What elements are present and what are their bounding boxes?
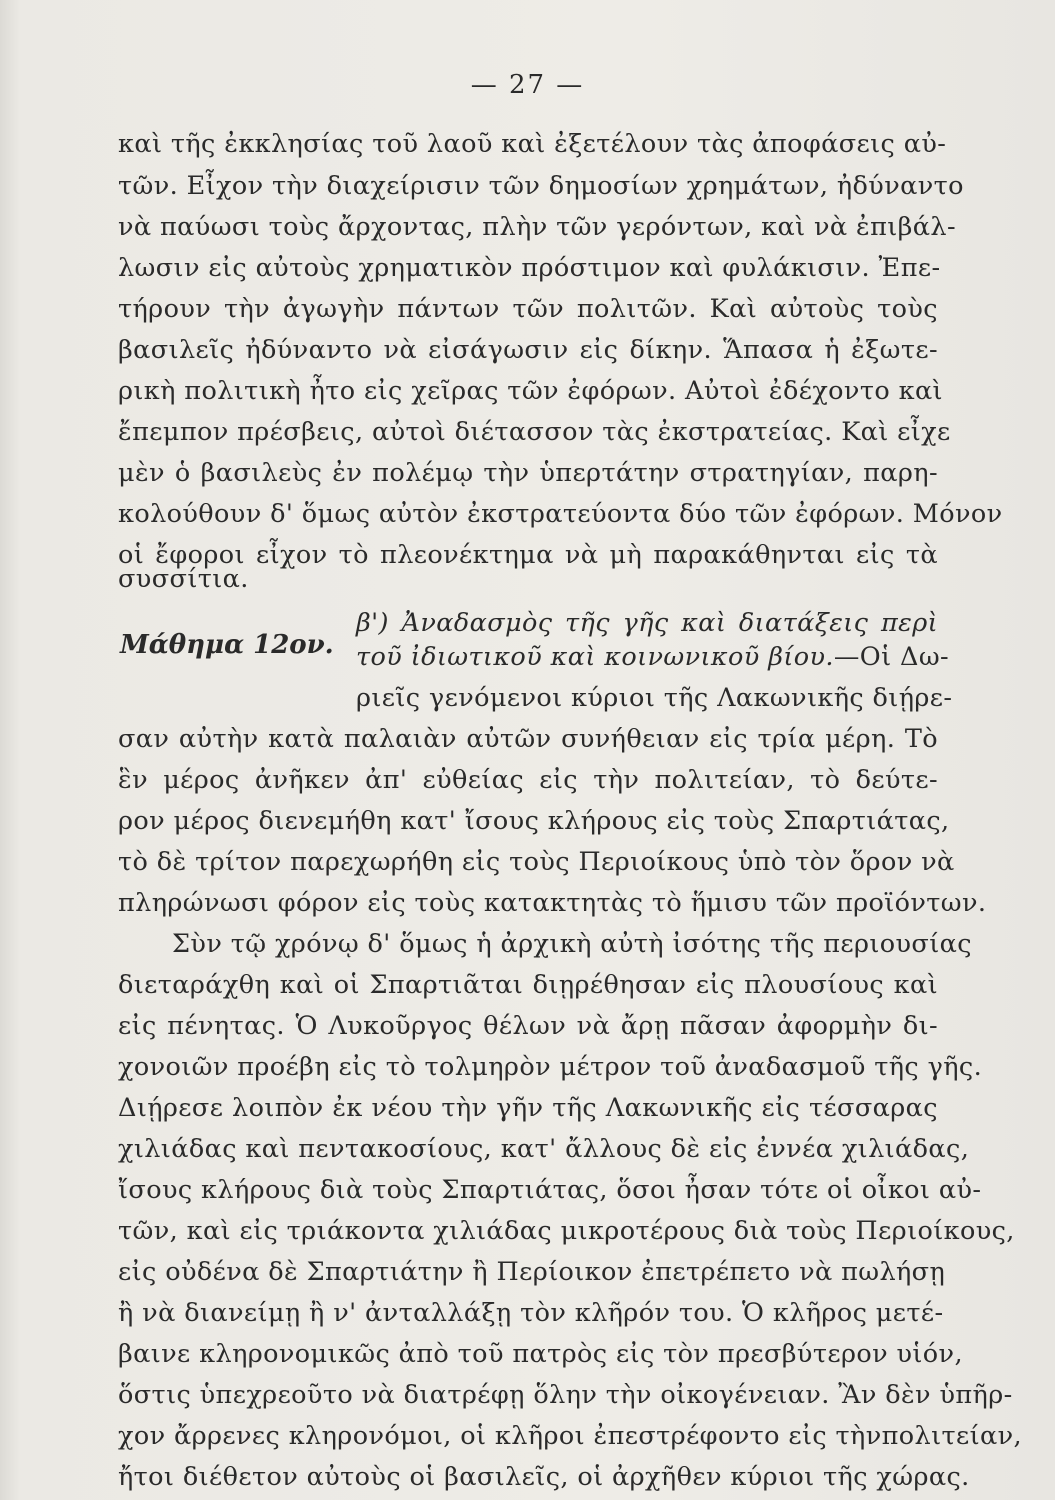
text-line: κολούθουν δ' ὅμως αὐτὸν ἐκστρατεύοντα δύο τῶν ἐφόρων. Μόνον (118, 499, 1003, 529)
text-line: εἰς πένητας. Ὁ Λυκοῦργος θέλων νὰ ἄρῃ πᾶσαν ἀφορμὴν δι- (118, 1011, 938, 1041)
text-line: χον ἄρρενες κληρονόμοι, οἱ κλῆροι ἐπεστρέφοντο εἰς τὴνπολιτείαν, (118, 1421, 1023, 1451)
text-line: ἤτοι διέθετον αὐτοὺς οἱ βασιλεῖς, οἱ ἀρχῆθεν κύριοι τῆς χώρας. (118, 1462, 970, 1492)
text-line: βασιλεῖς ἠδύναντο νὰ εἰσάγωσιν εἰς δίκην. Ἅπασα ἡ ἐξωτε- (118, 335, 938, 365)
text-line: καὶ τῆς ἐκκλησίας τοῦ λαοῦ καὶ ἐξετέλουν τὰς ἀποφάσεις αὐ- (118, 129, 947, 159)
section-title: β') Ἀναδασμὸς τῆς γῆς καὶ διατάξεις περὶ (356, 608, 938, 638)
text-line: τήρουν τὴν ἀγωγὴν πάντων τῶν πολιτῶν. Καὶ αὐτοὺς τοὺς (118, 294, 938, 324)
text-line: Διῄρεσε λοιπὸν ἐκ νέου τὴν γῆν τῆς Λακωνικῆς εἰς τέσσαρας (118, 1093, 938, 1123)
text-line: ἢ νὰ διανείμῃ ἢ ν' ἀνταλλάξῃ τὸν κλῆρόν του. Ὁ κλῆρος μετέ- (118, 1298, 944, 1328)
text-line: συσσίτια. (118, 564, 249, 594)
text-line: ρον μέρος διενεμήθη κατ' ἴσους κλήρους εἰς τοὺς Σπαρτιάτας, (118, 806, 950, 836)
text-line: ἔπεμπον πρέσβεις, αὐτοὶ διέτασσον τὰς ἐκστρατείας. Καὶ εἶχε (118, 417, 951, 447)
text-line: χιλιάδας καὶ πεντακοσίους, κατ' ἄλλους δὲ εἰς ἐννέα χιλιάδας, (118, 1134, 970, 1164)
text-line: τῶν. Εἶχον τὴν διαχείρισιν τῶν δημοσίων χρημάτων, ἠδύναντο (118, 171, 964, 201)
text-line: ρικὴ πολιτικὴ ἦτο εἰς χεῖρας τῶν ἐφόρων. Αὐτοὶ ἐδέχοντο καὶ (118, 376, 943, 406)
page-number: — 27 — (470, 70, 585, 100)
section-title-continued: τοῦ ἰδιωτικοῦ καὶ κοινωνικοῦ βίου. (356, 642, 834, 672)
text-line: πληρώνωσι φόρον εἰς τοὺς κατακτητὰς τὸ ἥμισυ τῶν προϊόντων. (118, 888, 987, 918)
text-line: λωσιν εἰς αὐτοὺς χρηματικὸν πρόστιμον καὶ φυλάκισιν. Ἐπε- (118, 253, 941, 283)
text-line: τῶν, καὶ εἰς τριάκοντα χιλιάδας μικροτέρους διὰ τοὺς Περιοίκους, (118, 1216, 1015, 1246)
text-line: οἱ ἔφοροι εἶχον τὸ πλεονέκτημα νὰ μὴ παρακάθηνται εἰς τὰ (118, 540, 938, 570)
text-line: μὲν ὁ βασιλεὺς ἐν πολέμῳ τὴν ὑπερτάτην στρατηγίαν, παρη- (118, 458, 938, 488)
text-line: ριεῖς γενόμενοι κύριοι τῆς Λακωνικῆς διῄρε- (356, 683, 953, 713)
text-line: ἴσους κλήρους διὰ τοὺς Σπαρτιάτας, ὅσοι ἦσαν τότε οἱ οἶκοι αὐ- (118, 1175, 982, 1205)
section-title-line2 (356, 637, 950, 677)
text-line: ὅστις ὑπεχρεοῦτο νὰ διατρέφῃ ὅλην τὴν οἰκογένειαν. Ἂν δὲν ὑπῆρ- (118, 1380, 1013, 1410)
text-line: χονοιῶν προέβη εἰς τὸ τολμηρὸν μέτρον τοῦ ἀναδασμοῦ τῆς γῆς. (118, 1052, 983, 1082)
text-line: βαινε κληρονομικῶς ἀπὸ τοῦ πατρὸς εἰς τὸν πρεσβύτερον υἱόν, (118, 1339, 963, 1369)
text-line: νὰ παύωσι τοὺς ἄρχοντας, πλὴν τῶν γερόντων, καὶ νὰ ἐπιβάλ- (118, 212, 956, 242)
lesson-sidenote: Μάθημα 12ον. (120, 630, 334, 660)
text-line: σαν αὐτὴν κατὰ παλαιὰν αὐτῶν συνήθειαν εἰς τρία μέρη. Τὸ (118, 724, 938, 754)
text-line: διεταράχθη καὶ οἱ Σπαρτιᾶται διῃρέθησαν εἰς πλουσίους καὶ (118, 970, 938, 1000)
text-line: εἰς οὐδένα δὲ Σπαρτιάτην ἢ Περίοικον ἐπετρέπετο νὰ πωλήσῃ (118, 1257, 946, 1287)
text-line: τὸ δὲ τρίτον παρεχωρήθη εἰς τοὺς Περιοίκους ὑπὸ τὸν ὅρον νὰ (118, 847, 955, 877)
text-line: ἓν μέρος ἀνῆκεν ἀπ' εὐθείας εἰς τὴν πολιτείαν, τὸ δεύτε- (118, 765, 938, 795)
paragraph-start: —Οἱ Δω- (833, 642, 950, 672)
paragraph-first-line: Σὺν τῷ χρόνῳ δ' ὅμως ἡ ἀρχικὴ αὐτὴ ἰσότης τῆς περιουσίας (172, 929, 972, 959)
